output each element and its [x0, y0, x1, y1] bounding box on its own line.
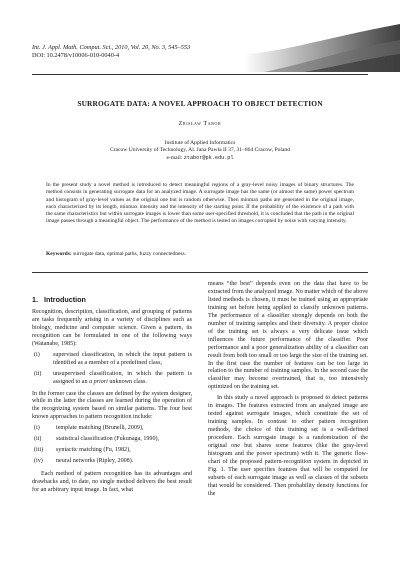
- doi: DOI: 10.2478/v10006-010-0040-4: [32, 52, 120, 59]
- list-item: [32, 436, 192, 444]
- paragraph: Each method of pattern recognition has its advantages and drawbacks and, to date, no single method delivers the best result for an arbitrary input image. In fact, what: [32, 471, 192, 494]
- section-number: 1.: [32, 295, 38, 304]
- running-header: [32, 44, 190, 60]
- institute: Institute of Applied Informatics: [164, 140, 236, 146]
- banner-graphic: [244, 24, 400, 72]
- list-item-label: (i): [34, 425, 40, 432]
- email-label: e-mail:: [166, 154, 183, 161]
- paragraph: In this study a novel approach is proposed to detect patterns in images. The features extracted from an analyzed image are tested against surrogate images, which constitute the set of training samples. In contrast to other pattern recognition methods, the choice of this training set is a well-defined procedure. Each surrogate image is a randomization of the original one but shares some features (like the gray-level histogram and the power spectrum) with it. The generic flow-chart of the proposed pattern-recognition system in depicted in Fig. 1. The user specifies features that will be computed for subsets of each surrogate image as well as classes of the subsets that would be considered. Then probability density functions for the: [208, 395, 368, 497]
- list-item: [32, 352, 192, 368]
- keywords-label: Keywords:: [46, 251, 72, 257]
- list-item-text: [53, 371, 192, 387]
- list-item: [32, 447, 192, 455]
- list-item-text: supervised classification, in which the input pattern is identified as a member of a predefined class,: [53, 351, 192, 366]
- paragraph: In the former case the classes are defined by the system designer, while in the latter the classes are learned during the operation of the recognizing system based on similar patterns. The four best known approaches to pattern recognition include:: [32, 390, 192, 421]
- list-item-label: (i): [34, 351, 40, 358]
- list-item-label: (iv): [34, 458, 43, 465]
- journal-citation: Int. J. Appl. Math. Comput. Sci., 2010, Vol. 20, No. 3, 545–553: [32, 44, 191, 51]
- section-heading: [32, 296, 192, 304]
- list-item-text-part: unknown class.: [107, 378, 147, 385]
- keywords: [46, 251, 354, 258]
- abstract: In the present study a novel method is introduced to detect meaningful regions of a gray-level noisy images of binary structures. The method consists in generating surrogate data for an analyzed image. A surrogate image has the same (or almost the same) power spectrum and histogram of gray-level values as the original one but is random otherwise. Then minmax paths are generated in the original image, each characterized by its length, minmax intensity and the intensity of the starting point. If the probability of the existence of a path with the same characteristics but within surrogate images is lower than some user-specified threshold, it is concluded that the path in the original image passes through a meaningful object. The performance of the method is tested on images corrupted by noise with varying intensity.: [46, 182, 354, 225]
- list-item: [32, 371, 192, 387]
- email-address: ztabor@pk.edu.pl: [183, 154, 234, 161]
- affiliation: [0, 140, 400, 162]
- journal-logo-banner: [244, 24, 400, 90]
- list-item: [32, 425, 192, 433]
- list-item: [32, 458, 192, 466]
- university-address: Cracow University of Technology, Al. Jana Pawła II 37, 31–864 Cracow, Poland: [109, 147, 291, 154]
- list-item-text: template matching (Brunelli, 2009),: [56, 425, 144, 432]
- abstract-rule: [32, 272, 368, 273]
- intro-paragraph: Recognition, description, classification, and grouping of patterns are tasks frequently arising in a variety of disciplines such as biology, medicine and computer science. Given a pattern, its recognition can be formulated in one of the following ways (Watanabe, 1985):: [32, 308, 192, 347]
- list-item-text: syntactic matching (Fu, 1982),: [56, 447, 131, 454]
- list-item-text: neural networks (Ripley, 2008).: [56, 458, 134, 465]
- author-name: Zbisław Tabor: [178, 121, 222, 127]
- emphasis: a priori: [89, 378, 108, 385]
- paragraph: means “the best” depends even on the data that have to be extracted from the analyzed image. No matter which of the above listed methods is chosen, it must be trained using an appropriate training set before being applied to classify unknown patterns. The performance of a classifier strongly depends on both the number of training samples and their diversity. A proper choice of the training set is always a very delicate issue which influences the future performance of the classifier. Poor performance and a poor generalization ability of a classifier can result from both too small or too large the size of the training set. In the first case the number of features can be too large in relation to the number of training samples. In the second case the classifier may become overtrained, that is, too intensively optimized on the training set.: [208, 281, 368, 391]
- right-column: [208, 281, 368, 499]
- list-item-text-part: unsupervised classification, in which the pattern is assigned to an: [53, 370, 192, 385]
- email-line: [0, 155, 400, 162]
- left-column: [32, 296, 192, 495]
- header-rule: [32, 74, 368, 75]
- list-item-label: (iii): [34, 447, 44, 454]
- list-item-label: (ii): [34, 370, 42, 377]
- list-item-text: statistical classification (Fukunaga, 1990),: [56, 436, 160, 443]
- journal-logo-text: amcs: [367, 80, 390, 90]
- section-title: Introduction: [44, 295, 86, 304]
- keywords-text: surrogate data, optimal paths, fuzzy connectedness.: [73, 251, 187, 257]
- paper-title: SURROGATE DATA: A NOVEL APPROACH TO OBJECT DETECTION: [77, 99, 323, 108]
- list-item-label: (ii): [34, 436, 42, 443]
